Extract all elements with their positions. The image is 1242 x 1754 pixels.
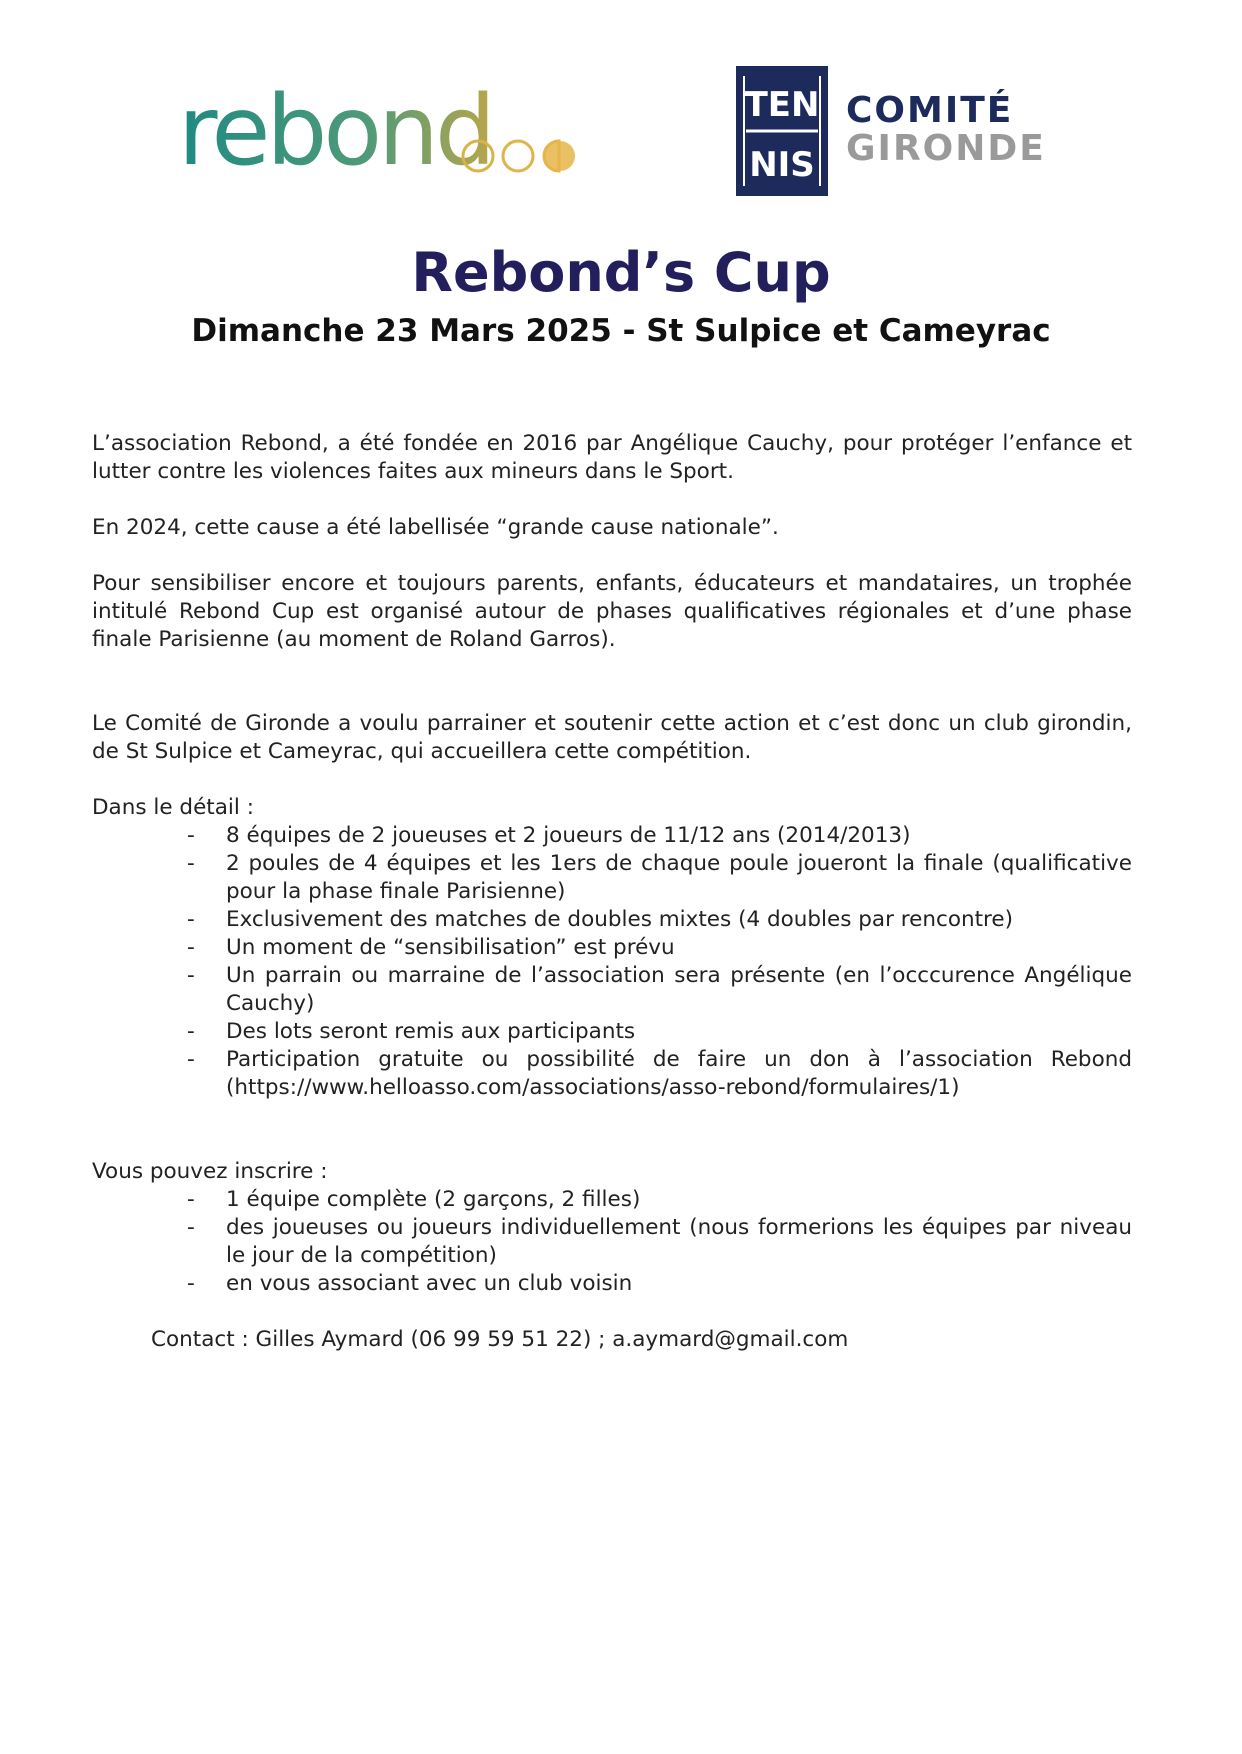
title-block	[0, 238, 1242, 352]
tennis-logo-line2: NIS	[749, 145, 815, 185]
list-item	[92, 1046, 1132, 1102]
registration-list	[92, 1186, 1132, 1298]
details-heading: Dans le détail :	[92, 795, 254, 820]
list-item	[92, 934, 1132, 962]
bullet-dash: -	[187, 1047, 195, 1072]
tennis-logo-line1: TEN	[744, 85, 820, 125]
list-item-text: en vous associant avec un club voisin	[226, 1271, 633, 1296]
comite-gironde-logo-text	[846, 92, 1046, 168]
list-item-text: 2 poules de 4 équipes et les 1ers de chaque poule joueront la finale (qualificative pour la phase finale Parisienne)	[226, 851, 1132, 904]
list-item-text: 8 équipes de 2 joueuses et 2 joueurs de 11/12 ans (2014/2013)	[226, 823, 911, 848]
gironde-line: GIRONDE	[846, 128, 1046, 169]
page-subtitle: Dimanche 23 Mars 2025 - St Sulpice et Cameyrac	[191, 313, 1051, 349]
list-item-text: Un parrain ou marraine de l’association sera présente (en l’occcurence Angélique Cauchy)	[226, 963, 1132, 1016]
list-item-text: 1 équipe complète (2 garçons, 2 filles)	[226, 1187, 641, 1212]
list-item	[92, 1186, 1132, 1214]
document-body	[92, 430, 1132, 1354]
rebond-logo-text: rebond	[178, 76, 492, 187]
list-item	[92, 906, 1132, 934]
comite-line: COMITÉ	[846, 90, 1014, 131]
comite-paragraph: Le Comité de Gironde a voulu parrainer et soutenir cette action et c’est donc un club girondin, de St Sulpice et Cameyrac, qui accueillera cette compétition.	[92, 711, 1132, 764]
bullet-dash: -	[187, 1271, 195, 1296]
page-title: Rebond’s Cup	[411, 241, 831, 304]
bullet-dash: -	[187, 1019, 195, 1044]
bullet-dash: -	[187, 935, 195, 960]
intro-paragraph: L’association Rebond, a été fondée en 2016 par Angélique Cauchy, pour protéger l’enfance et lutter contre les violences faites aux mineurs dans le Sport.	[92, 431, 1132, 484]
list-item-text: des joueuses ou joueurs individuellement (nous formerions les équipes par niveau le jour de la compétition)	[226, 1215, 1132, 1268]
header-logos	[0, 0, 1242, 210]
list-item	[92, 1018, 1132, 1046]
list-item-text: Exclusivement des matches de doubles mixtes (4 doubles par rencontre)	[226, 907, 1014, 932]
bullet-dash: -	[187, 907, 195, 932]
list-item-text: Un moment de “sensibilisation” est prévu	[226, 935, 675, 960]
list-item-text: Participation gratuite ou possibilité de faire un don à l’association Rebond (https://www.helloasso.com/associations/asso-rebond/formulaires/1)	[226, 1047, 1132, 1100]
list-item	[92, 822, 1132, 850]
cause-paragraph: En 2024, cette cause a été labellisée “grande cause nationale”.	[92, 515, 779, 540]
bullet-dash: -	[187, 823, 195, 848]
details-list	[92, 822, 1132, 1102]
list-item-text: Des lots seront remis aux participants	[226, 1019, 636, 1044]
contact-line: Contact : Gilles Aymard (06 99 59 51 22) ; a.aymard@gmail.com	[151, 1327, 849, 1352]
registration-heading: Vous pouvez inscrire :	[92, 1159, 328, 1184]
list-item	[92, 1214, 1132, 1270]
bullet-dash: -	[187, 1187, 195, 1212]
rebond-logo	[178, 76, 590, 196]
bullet-dash: -	[187, 1215, 195, 1240]
bullet-dash: -	[187, 963, 195, 988]
list-item	[92, 850, 1132, 906]
trophy-paragraph: Pour sensibiliser encore et toujours parents, enfants, éducateurs et mandataires, un trophée intitulé Rebond Cup est organisé autour de phases qualificatives régionales et d’une phase finale Parisienne (au moment de Roland Garros).	[92, 571, 1132, 652]
bullet-dash: -	[187, 851, 195, 876]
list-item	[92, 962, 1132, 1018]
list-item	[92, 1270, 1132, 1298]
tennis-logo	[736, 66, 828, 196]
